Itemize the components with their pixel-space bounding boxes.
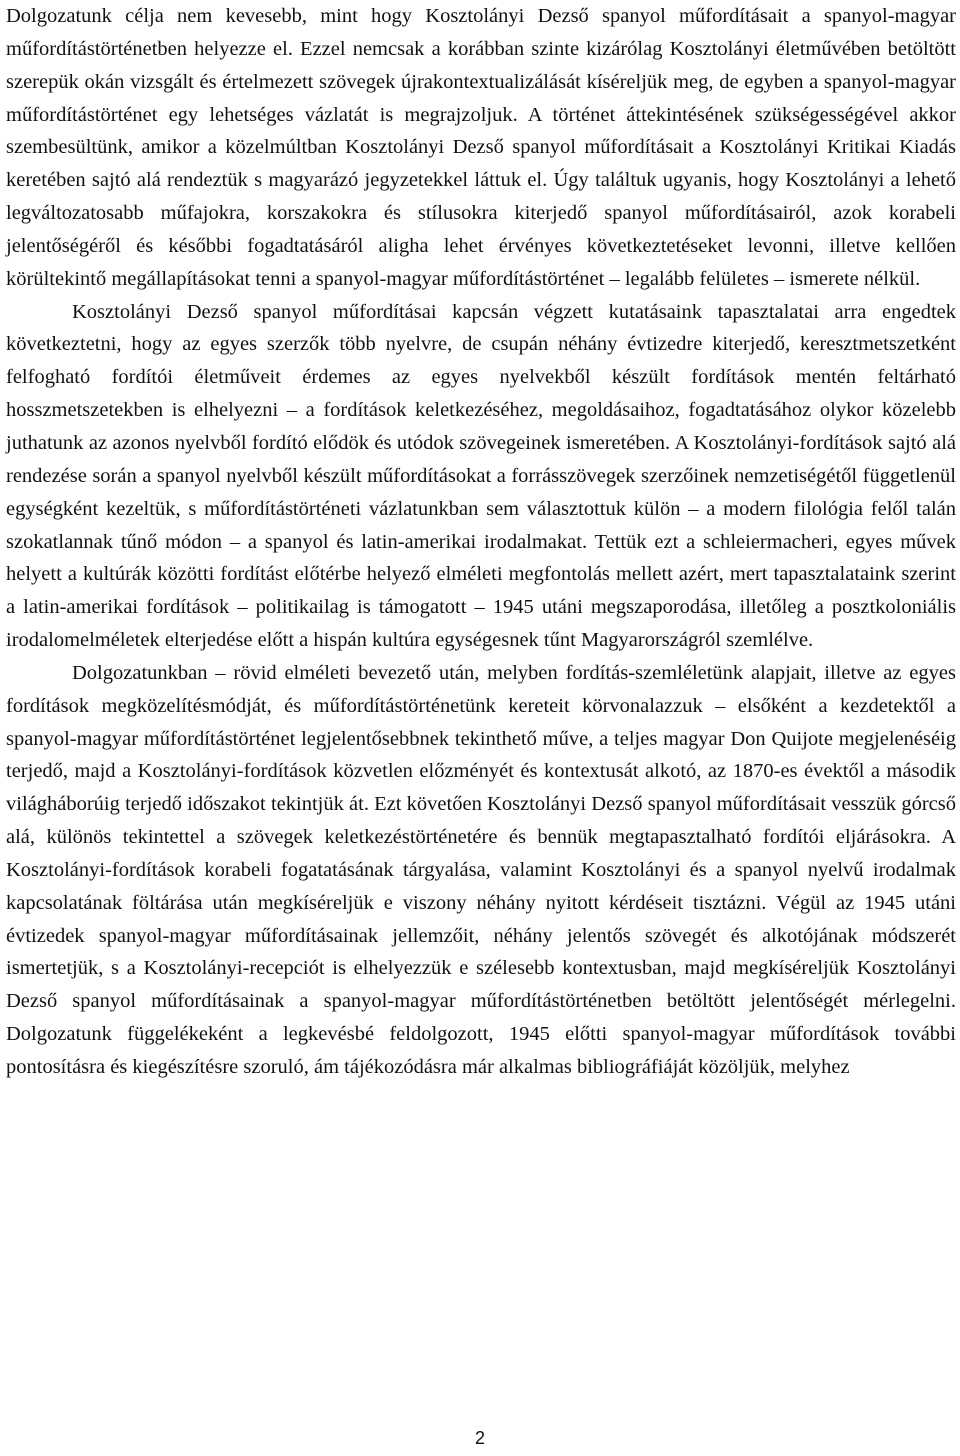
page-number: 2 — [474, 1428, 485, 1448]
paragraph-structure: Dolgozatunkban – rövid elméleti bevezető után, melyben fordítás-szemléletünk alapjait, illetve az egyes fordítások megközelítésmódját, és műfordítástörténetünk kereteit körvonalazzuk – elsőként a kezdetektől a spanyol-magyar műfordítástörténet legjelentősebbnek tekinthető műve, a teljes magyar Don Quijote megjelenéséig terjedő, majd a Kosztolányi-fordítások közvetlen előzményét és kontextusát alkotó, az 1870-es évektől a második világháborúig terjedő időszakot tekintjük át. Ezt követően Kosztolányi Dezső spanyol műfordításait vesszük górcső alá, különös tekintettel a szövegek keletkezéstörténetére és bennük megtapasztalható fordítói eljárásokra. A Kosztolányi-fordítások korabeli fogatatásának tárgyalása, valamint Kosztolányi és a spanyol nyelvű irodalmak kapcsolatának föltárása után megkíséreljük e viszony néhány nyitott kérdéseit tisztázni. Végül az 1945 utáni évtizedek spanyol-magyar műfordításainak jellemzőit, néhány jelentős szövegét és alkotójának módszerét ismertetjük, s a Kosztolányi-recepciót is elhelyezzük e szélesebb kontextusban, majd megkíséreljük Kosztolányi Dezső spanyol műfordításainak a spanyol-magyar műfordítástörténetben betöltött jelentőségét mérlegelni. Dolgozatunk függelékeként a legkevésbé feldolgozott, 1945 előtti spanyol-magyar műfordítások további pontosításra és kiegészítésre szoruló, ám tájékozódásra már alkalmas bibliográfiáját közöljük, melyhez — [6, 661, 956, 1078]
paragraph-intro: Dolgozatunk célja nem kevesebb, mint hogy Kosztolányi Dezső spanyol műfordításait a spanyol-magyar műfordítástörténetben helyezze el. Ezzel nemcsak a korábban szinte kizárólag Kosztolányi életművében betöltött szerepük okán vizsgált és értelmezett szövegek újrakontextualizálását kíséreljük meg, de egyben a spanyol-magyar műfordítástörténet egy lehetséges vázlatát is megrajzoljuk. A történet áttekintésének szükségességével akkor szembesültünk, amikor a közelmúltban Kosztolányi Dezső spanyol műfordításait a Kosztolányi Kritikai Kiadás keretében sajtó alá rendeztük s magyarázó jegyzetekkel láttuk el. Úgy találtuk ugyanis, hogy Kosztolányi a lehető legváltozatosabb műfajokra, korszakokra és stílusokra kiterjedő spanyol műfordításairól, azok korabeli jelentőségéről és későbbi fogadtatásáról aligha lehet érvényes következtetéseket levonni, illetve kellően körültekintő megállapításokat tenni a spanyol-magyar műfordítástörténet – legalább felületes – ismerete nélkül. — [6, 5, 956, 290]
document-page — [6, 0, 956, 1084]
paragraph-research: Kosztolányi Dezső spanyol műfordításai kapcsán végzett kutatásaink tapasztalatai arra engedtek következtetni, hogy az egyes szerzők több nyelvre, de csupán néhány évtizedre kiterjedő, keresztmetszetként felfogható fordítói életműveit érdemes az egyes nyelvekből készült fordítások mentén feltárható hosszmetszetekben is elhelyezni – a fordítások keletkezéséhez, megoldásaihoz, fogadtatásához olykor közelebb juthatunk az azonos nyelvből fordító elődök és utódok szövegeinek ismeretében. A Kosztolányi-fordítások sajtó alá rendezése során a spanyol nyelvből készült műfordításokat a forrásszövegek szerzőinek nemzetiségétől függetlenül egységként kezeltük, s műfordítástörténeti vázlatunkban sem választottuk külön – a modern filológia felől talán szokatlannak tűnő módon – a spanyol és latin-amerikai irodalmakat. Tettük ezt a schleiermacheri, egyes művek helyett a kultúrák közötti fordítást előtérbe helyező elméleti megfontolás mellett azért, mert tapasztalataink szerint a latin-amerikai fordítások – politikailag is támogatott – 1945 utáni megszaporodása, illetőleg a posztkoloniális irodalomelméletek elterjedése előtt a hispán kultúra egységesnek tűnt Magyarországról szemlélve. — [6, 300, 956, 652]
